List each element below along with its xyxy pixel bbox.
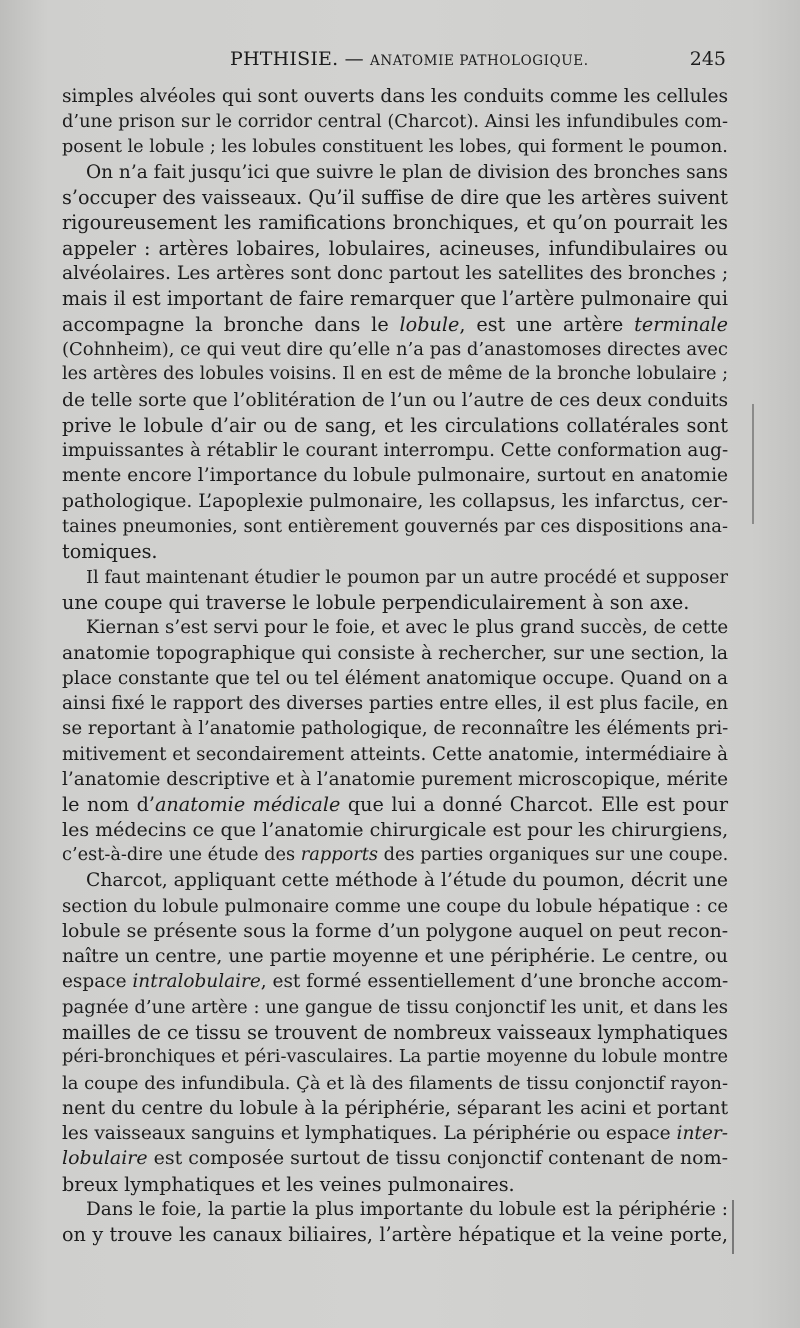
text-line: breux lymphatiques et les veines pulmonaires. (62, 1172, 515, 1196)
text-line: on y trouve les canaux biliaires, l’artère hépatique et la veine porte, (62, 1223, 728, 1247)
text-line: pathologique. L’apoplexie pulmonaire, les collapsus, les infarctus, cer- (62, 490, 729, 512)
running-header (62, 48, 726, 74)
text-line: se reportant à l’anatomie pathologique, de reconnaître les éléments pri- (62, 718, 729, 740)
text-line: l’anatomie descriptive et à l’anatomie purement microscopique, mérite (62, 769, 728, 791)
text-line: ainsi fixé le rapport des diverses parties entre elles, il est plus facile, en (62, 693, 729, 715)
text-line: anatomie topographique qui consiste à rechercher, sur une section, la (62, 642, 729, 664)
running-title-main: PHTHISIE. — (230, 48, 371, 70)
page-number: 245 (689, 48, 726, 70)
text-line: accompagne la bronche dans le lobule, est une artère terminale (62, 312, 728, 336)
text-line: espace intralobulaire, est formé essentiellement d’une bronche accom- (62, 971, 729, 993)
text-line: nent du centre du lobule à la périphérie, séparant les acini et portant (62, 1096, 729, 1119)
text-line: péri-bronchiques et péri-vasculaires. La partie moyenne du lobule montre (62, 1047, 728, 1068)
text-line: le nom d’anatomie médicale que lui a donné Charcot. Elle est pour (62, 793, 728, 817)
text-line: mitivement et secondairement atteints. Cette anatomie, intermédiaire à (62, 743, 728, 765)
text-line: section du lobule pulmonaire comme une coupe du lobule hépatique : ce (62, 895, 729, 917)
text-line: pagnée d’une artère : une gangue de tissu conjonctif les unit, et dans les (62, 996, 728, 1018)
margin-rule-upper (752, 404, 754, 524)
text-line: posent le lobule ; les lobules constituent les lobes, qui forment le poumon. (62, 136, 728, 157)
running-title (230, 48, 589, 70)
running-title-sub: ANATOMIE PATHOLOGIQUE. (370, 53, 589, 69)
text-line: mente encore l’importance du lobule pulmonaire, surtout en anatomie (62, 465, 729, 487)
body-text (62, 84, 728, 1248)
text-line: alvéolaires. Les artères sont donc partout les satellites des bronches ; (62, 263, 729, 285)
text-line: les médecins ce que l’anatomie chirurgicale est pour les chirurgiens, (62, 818, 729, 841)
text-line: lobule se présente sous la forme d’un polygone auquel on peut recon- (62, 920, 729, 942)
text-line: la coupe des infundibula. Çà et là des filaments de tissu conjonctif rayon- (62, 1072, 728, 1094)
text-line: Charcot, appliquant cette méthode à l’étude du poumon, décrit une (86, 870, 728, 892)
text-line: lobulaire est composée surtout de tissu conjonctif contenant de nom- (62, 1147, 728, 1170)
text-line: tomiques. (62, 540, 158, 564)
margin-rule-lower (732, 1200, 734, 1254)
text-line: mais il est important de faire remarquer que l’artère pulmonaire qui (62, 287, 728, 311)
text-line: une coupe qui traverse le lobule perpendiculairement à son axe. (62, 590, 690, 614)
text-line: mailles de ce tissu se trouvent de nombreux vaisseaux lymphatiques (62, 1020, 728, 1044)
text-line: Il faut maintenant étudier le poumon par un autre procédé et supposer (86, 566, 729, 588)
text-line: s’occuper des vaisseaux. Qu’il suffise de dire que les artères suivent (62, 186, 728, 210)
text-line: impuissantes à rétablir le courant interrompu. Cette conformation aug- (62, 440, 729, 462)
text-line: les artères des lobules voisins. Il en est de même de la bronche lobulaire ; (62, 364, 729, 385)
text-line: simples alvéoles qui sont ouverts dans les conduits comme les cellules (62, 86, 729, 107)
text-line: (Cohnheim), ce qui veut dire qu’elle n’a pas d’anastomoses directes avec (62, 338, 728, 360)
text-line: c’est-à-dire une étude des rapports des parties organiques sur une coupe. (62, 844, 729, 865)
text-line: naître un centre, une partie moyenne et une périphérie. Le centre, ou (62, 946, 728, 968)
text-line: prive le lobule d’air ou de sang, et les circulations collatérales sont (62, 413, 728, 437)
text-line: taines pneumonies, sont entièrement gouvernés par ces dispositions ana- (62, 516, 728, 538)
text-line: d’une prison sur le corridor central (Charcot). Ainsi les infundibules com- (62, 111, 728, 133)
text-line: place constante que tel ou tel élément anatomique occupe. Quand on a (62, 667, 728, 689)
text-line: On n’a fait jusqu’ici que suivre le plan de division des bronches sans (86, 161, 729, 183)
text-line: Kiernan s’est servi pour le foie, et avec le plus grand succès, de cette (86, 617, 729, 639)
text-line: rigoureusement les ramifications bronchiques, et qu’on pourrait les (62, 211, 728, 235)
text-line: de telle sorte que l’oblitération de l’un ou l’autre de ces deux conduits (62, 389, 729, 411)
text-line: appeler : artères lobaires, lobulaires, acineuses, infundibulaires ou (62, 236, 728, 260)
text-line: Dans le foie, la partie la plus importante du lobule est la périphérie : (86, 1199, 728, 1221)
text-line: les vaisseaux sanguins et lymphatiques. La périphérie ou espace inter- (62, 1123, 728, 1145)
